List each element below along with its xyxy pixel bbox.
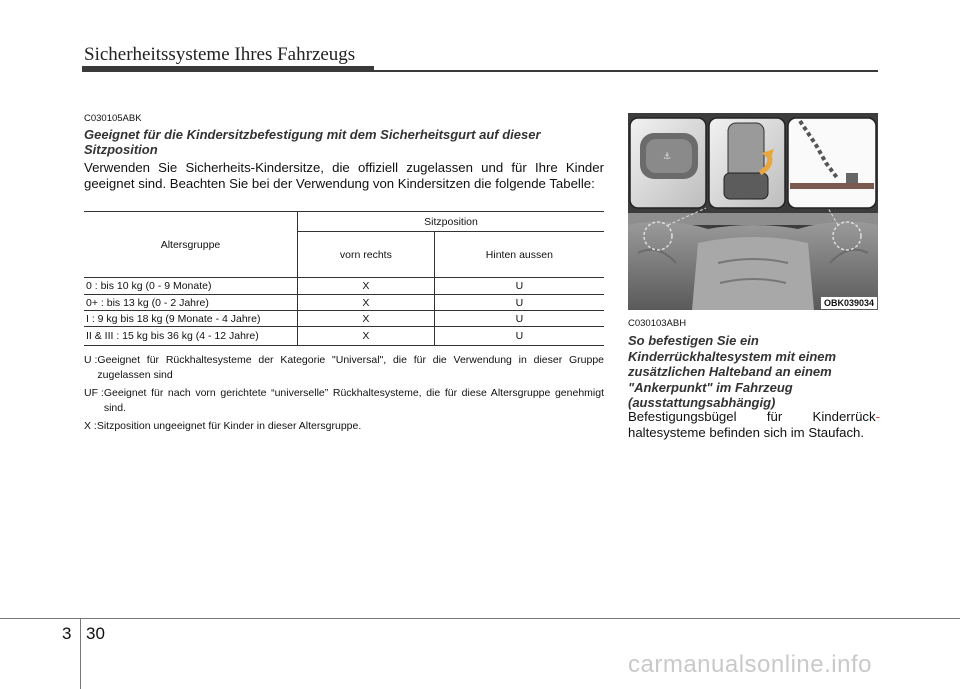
header-rule-thin — [374, 70, 878, 72]
hyphen-mark: - — [875, 409, 880, 424]
cell-front: X — [298, 278, 435, 295]
table-legend — [84, 353, 604, 438]
rear-shelf-seats — [628, 208, 878, 310]
illustration-graphic — [628, 113, 878, 310]
row-label: I : 9 kg bis 18 kg (9 Monate - 4 Jahre) — [84, 311, 298, 327]
svg-text:⚓: ⚓ — [663, 152, 672, 162]
legend-item — [84, 419, 604, 434]
legend-item — [84, 353, 604, 382]
chapter-number: 3 — [62, 624, 72, 643]
table-row — [84, 278, 604, 295]
section-code-right: C030103ABH — [628, 318, 687, 329]
page-number: 30 — [86, 624, 105, 643]
cell-front: X — [298, 327, 435, 346]
legend-text: Geeignet für Rückhaltesysteme der Kategorie "Universal", die für die Verwendung in dieser Gruppe zugelassen sind — [97, 354, 604, 381]
table-header-age-group: Altersgruppe — [84, 212, 298, 278]
table-row — [84, 311, 604, 327]
panel-open-compartment — [709, 118, 785, 208]
figure-label: OBK039034 — [821, 297, 877, 309]
seat-position-table — [84, 211, 604, 346]
panel-anchor-cover — [630, 118, 706, 208]
section-title-right: So befestigen Sie ein Kinderrückhaltesystem mit einem zusätzlichen Halteband an einem "Ankerpunkt" im Fahrzeug (ausstattungsabhängig) — [628, 333, 837, 410]
legend-text: Sitzposition ungeeignet für Kinder in dieser Altersgruppe. — [96, 420, 362, 432]
row-label: 0 : bis 10 kg (0 - 9 Monate) — [84, 278, 298, 295]
cell-rear: U — [434, 327, 604, 346]
legend-item — [84, 386, 604, 415]
table-row — [84, 327, 604, 346]
anchor-paragraph — [628, 409, 880, 441]
legend-key: U : — [84, 354, 98, 366]
cell-rear: U — [434, 278, 604, 295]
table-row — [84, 295, 604, 311]
section-code-left: C030105ABK — [84, 113, 142, 124]
footer-rule-horizontal — [0, 618, 960, 619]
row-label: 0+ : bis 13 kg (0 - 2 Jahre) — [84, 295, 298, 311]
intro-paragraph: Verwenden Sie Sicherheits-Kindersitze, die offiziell zugelassen und für Ihre Kinder geeignet sind. Beachten Sie bei der Verwendung von Kindersitzen die folgende Tabelle: — [84, 160, 604, 191]
panel-tether-hook — [788, 118, 876, 208]
watermark: carmanualsonline.info — [628, 651, 872, 678]
legend-key: X : — [84, 420, 97, 432]
table-header-seat-position: Sitzposition — [298, 212, 605, 232]
anchor-paragraph-part1: Befestigungsbügel für Kinderrück — [628, 409, 876, 424]
legend-key: UF : — [84, 387, 104, 399]
table-header-front-right: vorn rechts — [298, 232, 435, 278]
cell-front: X — [298, 311, 435, 327]
footer-rule-vertical — [80, 618, 81, 689]
cell-rear: U — [434, 311, 604, 327]
page-header-title: Sicherheitssysteme Ihres Fahrzeugs — [84, 44, 356, 65]
cell-rear: U — [434, 295, 604, 311]
cell-front: X — [298, 295, 435, 311]
table-header-rear-outer: Hinten aussen — [434, 232, 604, 278]
row-label: II & III : 15 kg bis 36 kg (4 - 12 Jahre) — [84, 327, 298, 346]
legend-text: Geeignet für nach vorn gerichtete “universelle” Rückhaltesysteme, die für diese Altersgruppe genehmigt sind. — [103, 387, 604, 414]
section-title-left: Geeignet für die Kindersitzbefestigung mit dem Sicherheitsgurt auf dieser Sitzposition — [84, 127, 541, 157]
header-rule-thick — [82, 66, 374, 72]
anchor-point-illustration — [628, 113, 878, 310]
anchor-paragraph-part2: haltesysteme befinden sich im Staufach. — [628, 425, 865, 440]
